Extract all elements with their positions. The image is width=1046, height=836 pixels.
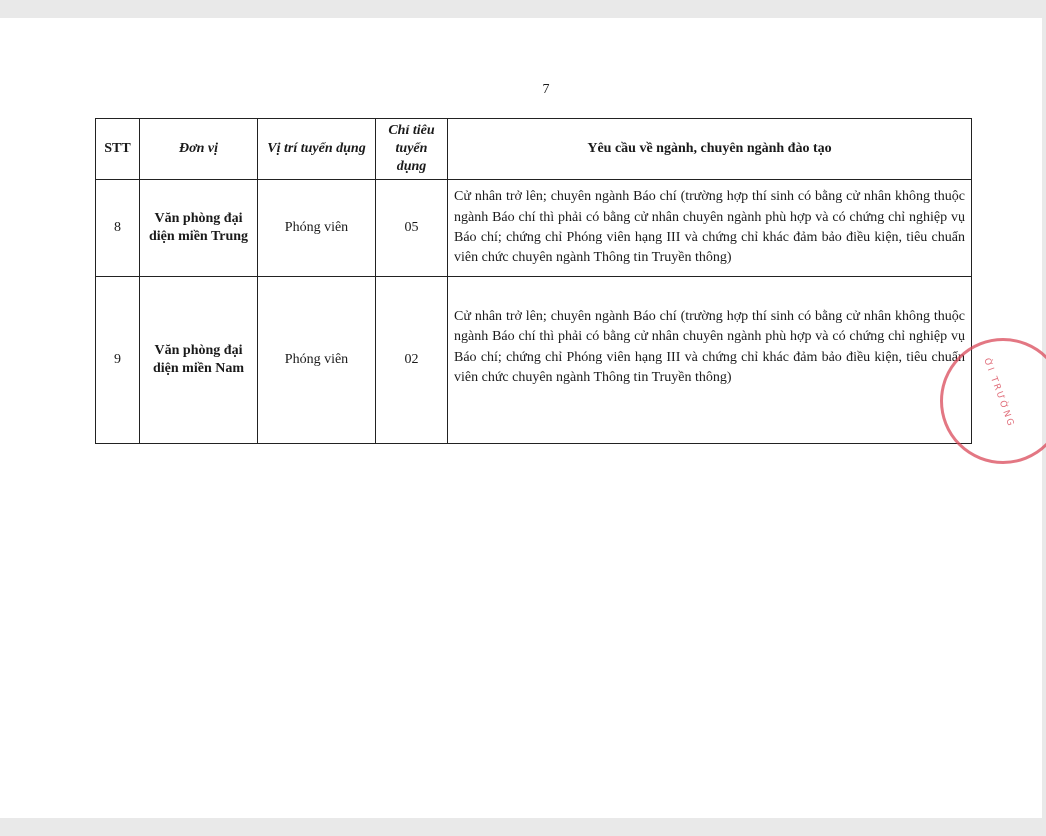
cell-don-vi: Văn phòng đại diện miền Trung <box>140 180 258 277</box>
table-header-row <box>96 119 972 180</box>
cell-yeu-cau: Cử nhân trở lên; chuyên ngành Báo chí (trường hợp thí sinh có bằng cử nhân không thuộc ngành Báo chí thì phải có bằng cử nhân chuyên ngành phù hợp và có chứng chỉ nghiệp vụ Báo chí; chứng chỉ Phóng viên hạng III và chứng chỉ khác đảm bảo điều kiện, tiêu chuẩn viên chức chuyên ngành Thông tin Truyền thông) <box>448 180 972 277</box>
table-row <box>96 277 972 444</box>
cell-don-vi: Văn phòng đại diện miền Nam <box>140 277 258 444</box>
page-number: 7 <box>542 82 550 97</box>
cell-chi-tieu: 05 <box>376 180 448 277</box>
cell-stt: 8 <box>96 180 140 277</box>
cell-vi-tri: Phóng viên <box>258 180 376 277</box>
header-stt: STT <box>96 119 140 180</box>
stamp-ring <box>940 338 1046 464</box>
header-chi-tieu: Chỉ tiêu tuyển dụng <box>376 119 448 180</box>
cell-stt: 9 <box>96 277 140 444</box>
header-vi-tri: Vị trí tuyển dụng <box>258 119 376 180</box>
document-page <box>0 18 1042 818</box>
cell-chi-tieu: 02 <box>376 277 448 444</box>
table-row <box>96 180 972 277</box>
cell-yeu-cau: Cử nhân trở lên; chuyên ngành Báo chí (trường hợp thí sinh có bằng cử nhân không thuộc ngành Báo chí thì phải có bằng cử nhân chuyên ngành phù hợp và có chứng chỉ nghiệp vụ Báo chí; chứng chỉ Phóng viên hạng III và chứng chỉ khác đảm bảo điều kiện, tiêu chuẩn viên chức chuyên ngành Thông tin Truyền thông) <box>448 277 972 444</box>
cell-vi-tri: Phóng viên <box>258 277 376 444</box>
header-don-vi: Đơn vị <box>140 119 258 180</box>
stamp-text: ỜI TRƯỜNG <box>981 356 1016 430</box>
red-seal-stamp <box>940 338 1046 498</box>
header-yeu-cau: Yêu cầu về ngành, chuyên ngành đào tạo <box>448 119 972 180</box>
recruitment-table <box>95 118 972 444</box>
